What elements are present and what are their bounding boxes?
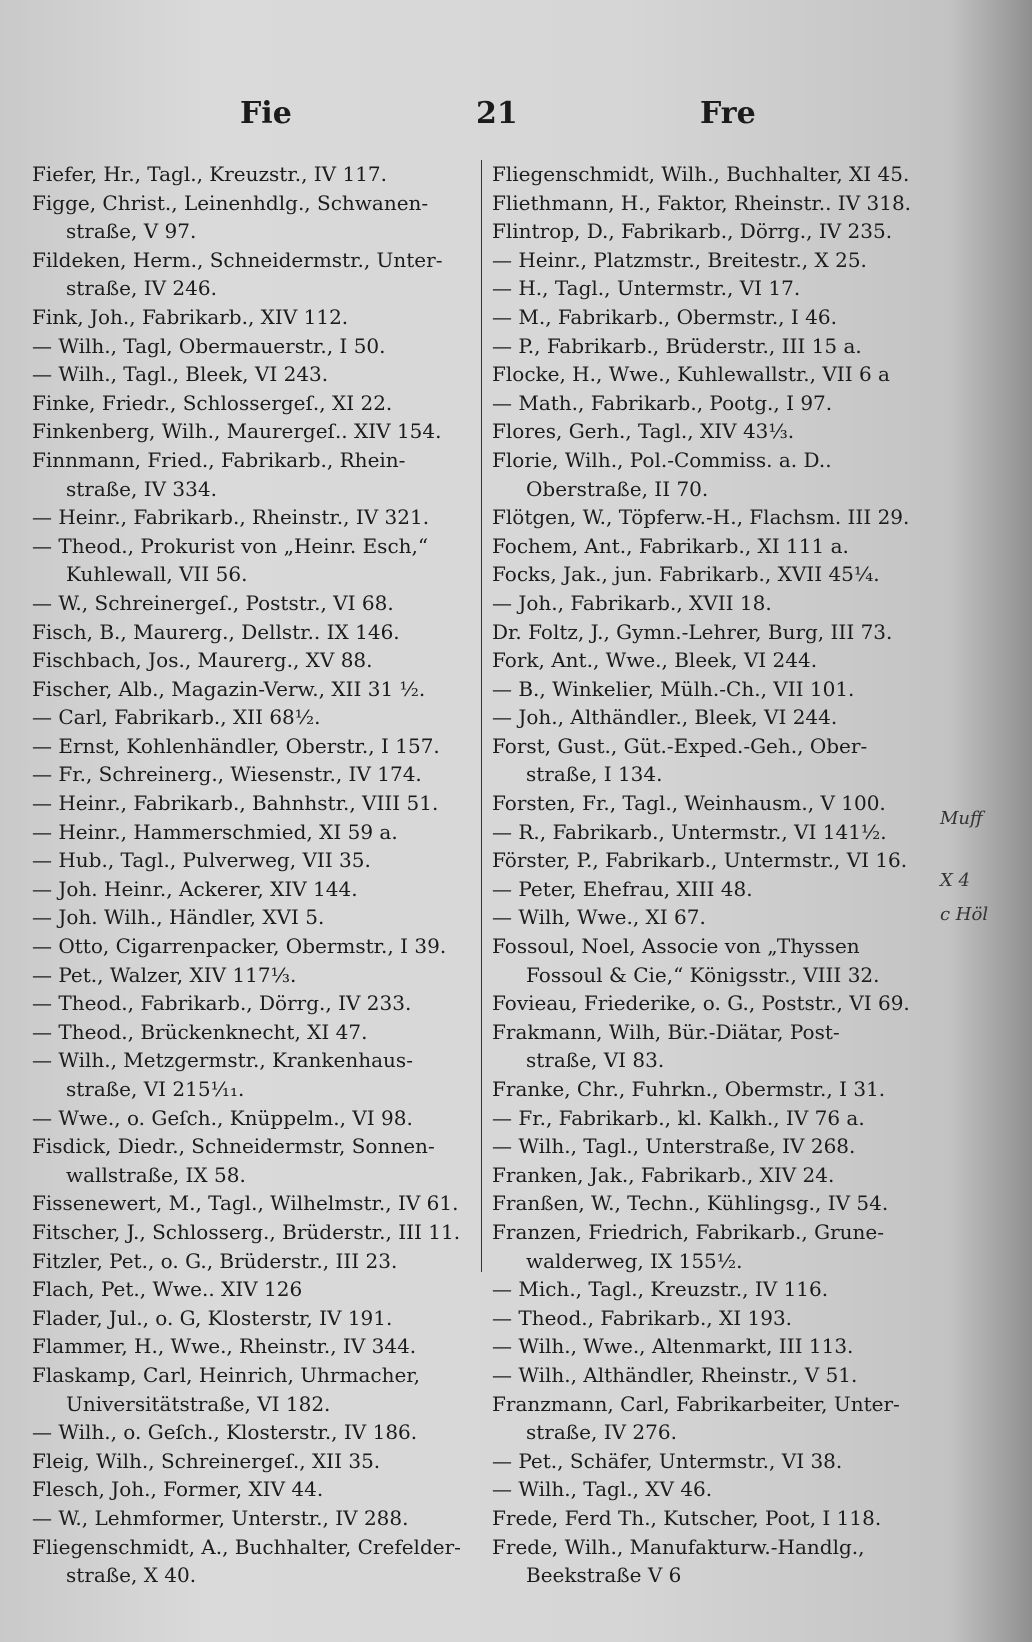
directory-entry: Frede, Ferd Th., Kutscher, Poot, I 118. xyxy=(492,1505,882,1530)
directory-entry: Fitscher, J., Schlosserg., Brüderstr., III 11. xyxy=(32,1219,461,1244)
directory-entry: — Theod., Fabrikarb., Dörrg., IV 233. xyxy=(32,991,412,1016)
directory-entry: — Heinr., Hammerschmied, XI 59 a. xyxy=(32,819,398,844)
directory-entry: — Math., Fabrikarb., Pootg., I 97. xyxy=(492,390,833,415)
margin-note: Muff xyxy=(940,808,983,829)
directory-entry: Fissenewert, M., Tagl., Wilhelmstr., IV 61. xyxy=(32,1191,459,1216)
margin-note: c Höl xyxy=(940,904,989,925)
directory-entry: Fovieau, Friederike, o. G., Poststr., VI 69. xyxy=(492,991,910,1016)
directory-entry: Förster, P., Fabrikarb., Untermstr., VI 16. xyxy=(492,848,908,873)
directory-entry: straße, VI 83. xyxy=(526,1048,665,1073)
directory-entry: Fliethmann, H., Faktor, Rheinstr.. IV 318. xyxy=(492,190,912,215)
directory-entry: Flesch, Joh., Former, XIV 44. xyxy=(32,1477,324,1502)
directory-entry: wallstraße, IX 58. xyxy=(66,1162,246,1187)
directory-entry: Oberstraße, II 70. xyxy=(526,476,709,501)
directory-entry: Frakmann, Wilh, Bür.-Diätar, Post- xyxy=(492,1019,840,1044)
directory-entry: Fisdick, Diedr., Schneidermstr, Sonnen- xyxy=(32,1134,435,1159)
directory-entry: — Peter, Ehefrau, XIII 48. xyxy=(492,876,753,901)
header-right-catchword: Fre xyxy=(700,96,756,131)
directory-entry: — W., Lehmformer, Unterstr., IV 288. xyxy=(32,1505,409,1530)
directory-entry: Fossoul, Noel, Associe von „Thyssen xyxy=(492,934,860,959)
page-header xyxy=(0,96,1032,146)
directory-entry: straße, IV 334. xyxy=(66,476,217,501)
directory-entry: — Fr., Schreinerg., Wiesenstr., IV 174. xyxy=(32,762,422,787)
directory-entry: — W., Schreinergeſ., Poststr., VI 68. xyxy=(32,590,394,615)
directory-entry: Franzmann, Carl, Fabrikarbeiter, Unter- xyxy=(492,1391,900,1416)
directory-entry: Figge, Christ., Leinenhdlg., Schwanen- xyxy=(32,190,429,215)
directory-entry: Focks, Jak., jun. Fabrikarb., XVII 45¼. xyxy=(492,562,880,587)
directory-entry: — Joh., Fabrikarb., XVII 18. xyxy=(492,590,772,615)
directory-entry: Forsten, Fr., Tagl., Weinhausm., V 100. xyxy=(492,791,886,816)
column-divider xyxy=(481,160,482,1272)
directory-entry: — Theod., Fabrikarb., XI 193. xyxy=(492,1305,793,1330)
directory-entry: walderweg, IX 155½. xyxy=(526,1248,743,1273)
directory-entry: Franken, Jak., Fabrikarb., XIV 24. xyxy=(492,1162,835,1187)
directory-entry: Fiefer, Hr., Tagl., Kreuzstr., IV 117. xyxy=(32,162,388,186)
directory-entry: Flintrop, D., Fabrikarb., Dörrg., IV 235. xyxy=(492,219,893,244)
directory-entry: — Mich., Tagl., Kreuzstr., IV 116. xyxy=(492,1277,829,1302)
directory-entry: Flocke, H., Wwe., Kuhlewallstr., VII 6 a xyxy=(492,362,890,387)
directory-entry: Flores, Gerh., Tagl., XIV 43⅓. xyxy=(492,419,795,444)
directory-entry: — Pet., Walzer, XIV 117⅓. xyxy=(32,962,297,987)
directory-entry: — Heinr., Fabrikarb., Rheinstr., IV 321. xyxy=(32,505,430,530)
directory-entry: Flaskamp, Carl, Heinrich, Uhrmacher, xyxy=(32,1362,421,1387)
directory-entry: Flach, Pet., Wwe.. XIV 126 xyxy=(32,1277,303,1302)
directory-entry: — Wilh., Althändler, Rheinstr., V 51. xyxy=(492,1362,858,1387)
directory-entry: Forst, Gust., Güt.-Exped.-Geh., Ober- xyxy=(492,733,868,758)
directory-entry: Fink, Joh., Fabrikarb., XIV 112. xyxy=(32,304,349,329)
directory-entry: straße, IV 246. xyxy=(66,276,217,301)
directory-entry: — Ernst, Kohlenhändler, Oberstr., I 157. xyxy=(32,733,440,758)
directory-entry: — Fr., Fabrikarb., kl. Kalkh., IV 76 a. xyxy=(492,1105,865,1130)
directory-entry: — H., Tagl., Untermstr., VI 17. xyxy=(492,276,801,301)
directory-entry: Flötgen, W., Töpferw.-H., Flachsm. III 29. xyxy=(492,505,910,530)
directory-entry: — Wilh., Tagl, Obermauerstr., I 50. xyxy=(32,333,386,358)
directory-entry: Fischer, Alb., Magazin-Verw., XII 31 ½. xyxy=(32,676,426,701)
directory-entry: — Wwe., o. Geſch., Knüppelm., VI 98. xyxy=(32,1105,413,1130)
directory-entry: Kuhlewall, VII 56. xyxy=(66,562,248,587)
directory-entry: Dr. Foltz, J., Gymn.-Lehrer, Burg, III 73. xyxy=(492,619,893,644)
directory-entry: — P., Fabrikarb., Brüderstr., III 15 a. xyxy=(492,333,862,358)
directory-entry: — R., Fabrikarb., Untermstr., VI 141½. xyxy=(492,819,887,844)
directory-entry: Fliegenschmidt, Wilh., Buchhalter, XI 45. xyxy=(492,162,910,186)
directory-entry: — Carl, Fabrikarb., XII 68½. xyxy=(32,705,321,730)
directory-entry: Fossoul & Cie,“ Königsstr., VIII 32. xyxy=(526,962,880,987)
directory-entry: Flammer, H., Wwe., Rheinstr., IV 344. xyxy=(32,1334,417,1359)
directory-entry: Franßen, W., Techn., Kühlingsg., IV 54. xyxy=(492,1191,889,1216)
directory-entry: Fischbach, Jos., Maurerg., XV 88. xyxy=(32,648,373,673)
directory-entry: Fildeken, Herm., Schneidermstr., Unter- xyxy=(32,247,443,272)
directory-entry: Finkenberg, Wilh., Maurergeſ.. XIV 154. xyxy=(32,419,442,444)
directory-entry: straße, X 40. xyxy=(66,1563,197,1588)
directory-entry: Fleig, Wilh., Schreinergeſ., XII 35. xyxy=(32,1448,381,1473)
directory-entry: — Pet., Schäfer, Untermstr., VI 38. xyxy=(492,1448,843,1473)
directory-entry: straße, IV 276. xyxy=(526,1420,677,1445)
directory-entry: — Heinr., Platzmstr., Breitestr., X 25. xyxy=(492,247,867,272)
left-column xyxy=(32,160,472,1590)
directory-entry: — Otto, Cigarrenpacker, Obermstr., I 39. xyxy=(32,934,447,959)
directory-entry: — Theod., Brückenknecht, XI 47. xyxy=(32,1019,368,1044)
directory-entry: — Wilh., o. Geſch., Klosterstr., IV 186. xyxy=(32,1420,418,1445)
directory-entry: Fork, Ant., Wwe., Bleek, VI 244. xyxy=(492,648,818,673)
directory-entry: — Wilh., Wwe., Altenmarkt, III 113. xyxy=(492,1334,854,1359)
directory-entry: Finnmann, Fried., Fabrikarb., Rhein- xyxy=(32,447,406,472)
directory-entry: — Wilh., Tagl., Bleek, VI 243. xyxy=(32,362,329,387)
page-number: 21 xyxy=(476,96,518,131)
directory-entry: Fisch, B., Maurerg., Dellstr.. IX 146. xyxy=(32,619,400,644)
directory-entry: Frede, Wilh., Manufakturw.-Handlg., xyxy=(492,1534,865,1559)
margin-note: X 4 xyxy=(940,870,970,891)
directory-entry: Flader, Jul., o. G, Klosterstr, IV 191. xyxy=(32,1305,393,1330)
directory-entry: — Joh., Althändler., Bleek, VI 244. xyxy=(492,705,838,730)
header-left-catchword: Fie xyxy=(240,96,292,131)
directory-entry: straße, V 97. xyxy=(66,219,197,244)
directory-entry: — Wilh, Wwe., XI 67. xyxy=(492,905,706,930)
directory-entry: — Joh. Heinr., Ackerer, XIV 144. xyxy=(32,876,358,901)
directory-entry: — Wilh., Tagl., XV 46. xyxy=(492,1477,713,1502)
directory-entry: Universitätstraße, VI 182. xyxy=(66,1391,331,1416)
directory-entry: Fliegenschmidt, A., Buchhalter, Crefelder- xyxy=(32,1534,461,1559)
directory-entry: Florie, Wilh., Pol.-Commiss. a. D.. xyxy=(492,447,832,472)
directory-entry: Beekstraße V 6 xyxy=(526,1563,682,1588)
right-column xyxy=(492,160,952,1590)
directory-entry: Franke, Chr., Fuhrkn., Obermstr., I 31. xyxy=(492,1077,886,1101)
directory-entry: — M., Fabrikarb., Obermstr., I 46. xyxy=(492,304,837,329)
directory-entry: — Heinr., Fabrikarb., Bahnhstr., VIII 51. xyxy=(32,791,439,816)
directory-entry: — B., Winkelier, Mülh.-Ch., VII 101. xyxy=(492,676,855,701)
directory-entry: Finke, Friedr., Schlossergeſ., XI 22. xyxy=(32,390,393,415)
directory-entry: — Joh. Wilh., Händler, XVI 5. xyxy=(32,905,325,930)
directory-entry: Fochem, Ant., Fabrikarb., XI 111 a. xyxy=(492,533,849,558)
directory-entry: straße, I 134. xyxy=(526,762,663,787)
directory-entry: — Wilh., Metzgermstr., Krankenhaus- xyxy=(32,1048,413,1073)
directory-entry: Franzen, Friedrich, Fabrikarb., Grune- xyxy=(492,1219,885,1244)
directory-entry: Fitzler, Pet., o. G., Brüderstr., III 23. xyxy=(32,1248,398,1273)
directory-entry: — Theod., Prokurist von „Heinr. Esch,“ xyxy=(32,533,429,558)
directory-entry: — Wilh., Tagl., Unterstraße, IV 268. xyxy=(492,1134,856,1159)
directory-entry: straße, VI 215¹⁄₁₁. xyxy=(66,1077,245,1101)
directory-entry: — Hub., Tagl., Pulverweg, VII 35. xyxy=(32,848,371,873)
